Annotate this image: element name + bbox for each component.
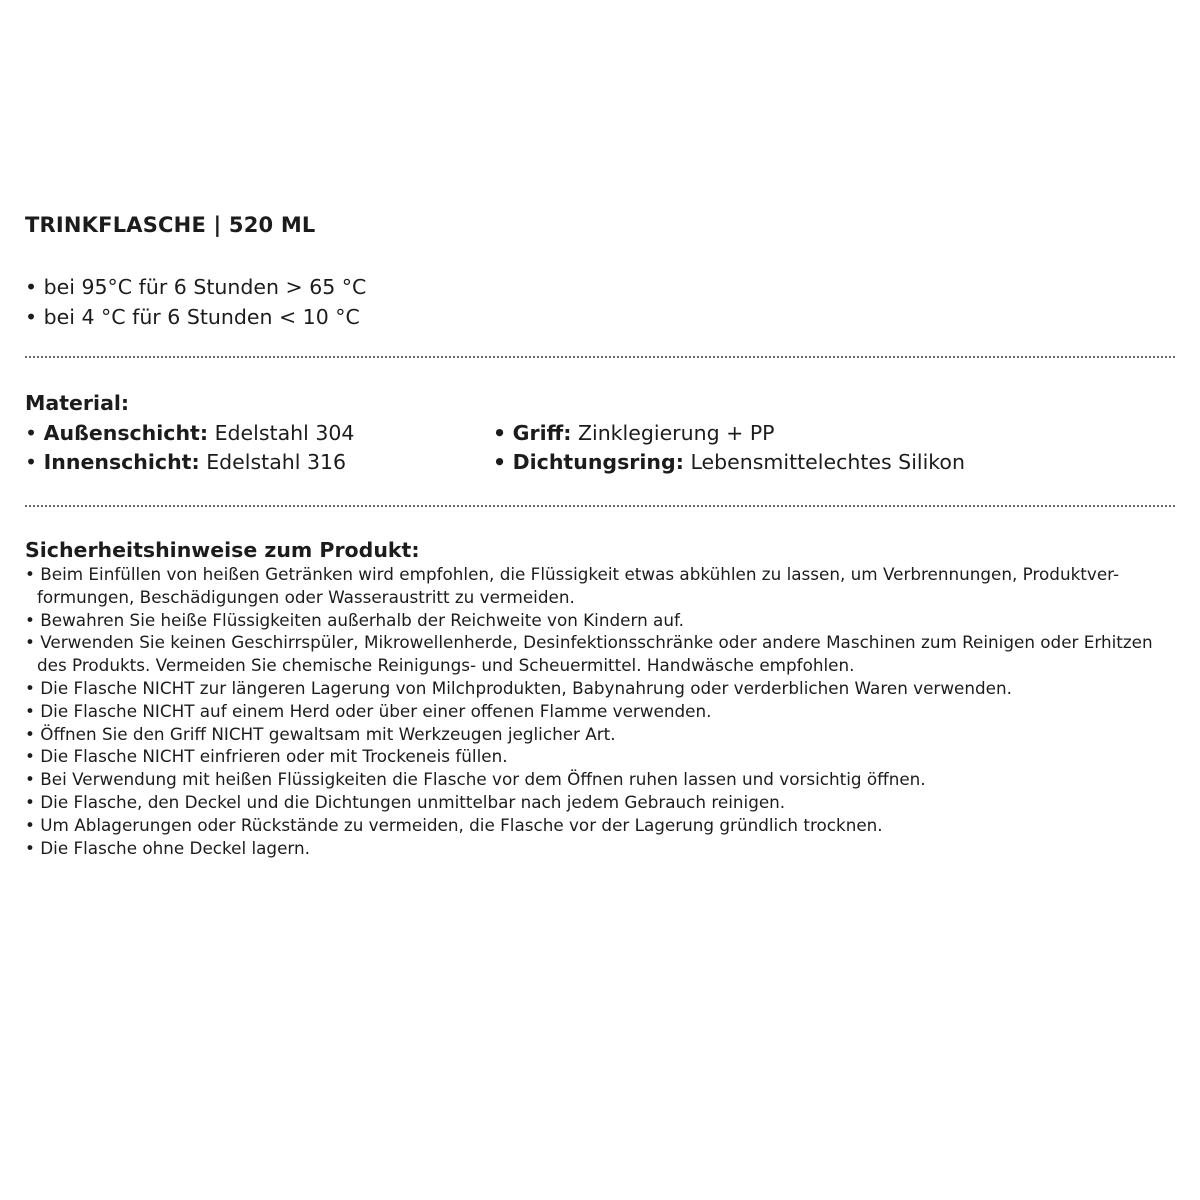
material-item [493, 448, 965, 477]
safety-heading: Sicherheitshinweise zum Produkt: [25, 538, 420, 562]
bullet: • [25, 305, 38, 329]
material-value: Lebensmittelechtes Silikon [690, 450, 965, 474]
material-list-right [493, 419, 965, 477]
temperature-text: bei 4 °C für 6 Stunden < 10 °C [43, 305, 360, 329]
safety-text: Bei Verwendung mit heißen Flüssigkeiten die Flasche vor dem Öffnen ruhen lassen und vorsichtig öffnen. [40, 769, 926, 790]
bullet: • [493, 450, 507, 474]
material-value: Zinklegierung + PP [577, 421, 775, 445]
safety-item [25, 745, 1185, 768]
material-value: Edelstahl 304 [214, 421, 355, 445]
safety-item [25, 609, 1185, 632]
temperature-list [25, 272, 366, 332]
material-item [25, 448, 354, 477]
material-item [25, 419, 354, 448]
bullet: • [25, 791, 35, 812]
safety-text: Die Flasche, den Deckel und die Dichtungen unmittelbar nach jedem Gebrauch reinigen. [40, 791, 786, 812]
safety-text-continued: des Produkts. Vermeiden Sie chemische Reinigungs- und Scheuermittel. Handwäsche empfohlen. [37, 655, 855, 676]
bullet: • [25, 700, 35, 721]
safety-list [25, 563, 1185, 859]
product-title: TRINKFLASCHE | 520 ML [25, 213, 316, 237]
material-key: Außenschicht: [43, 421, 209, 445]
safety-item [25, 631, 1185, 654]
bullet: • [25, 723, 35, 744]
safety-text-continued: formungen, Beschädigungen oder Wasseraustritt zu vermeiden. [37, 586, 575, 607]
safety-text: Beim Einfüllen von heißen Getränken wird empfohlen, die Flüssigkeit etwas abkühlen zu lassen, um Verbrennungen, Produktver- [40, 564, 1120, 584]
safety-text: Verwenden Sie keinen Geschirrspüler, Mikrowellenherde, Desinfektionsschränke oder andere Maschinen zum Reinigen oder Erhitzen [40, 632, 1153, 653]
material-list-left [25, 419, 354, 477]
material-item [493, 419, 965, 448]
safety-text: Bewahren Sie heiße Flüssigkeiten außerhalb der Reichweite von Kindern auf. [40, 609, 684, 630]
safety-item [25, 677, 1185, 700]
bullet: • [25, 450, 38, 474]
dotted-divider [25, 505, 1175, 507]
safety-text: Die Flasche NICHT auf einem Herd oder über einer offenen Flamme verwenden. [40, 700, 712, 721]
safety-text: Um Ablagerungen oder Rückstände zu vermeiden, die Flasche vor der Lagerung gründlich trocknen. [40, 814, 883, 835]
safety-text: Öffnen Sie den Griff NICHT gewaltsam mit Werkzeugen jeglicher Art. [40, 723, 616, 744]
safety-text: Die Flasche NICHT zur längeren Lagerung von Milchprodukten, Babynahrung oder verderblichen Waren verwenden. [40, 677, 1012, 698]
material-key: Innenschicht: [43, 450, 200, 474]
bullet: • [25, 609, 35, 630]
bullet: • [25, 632, 35, 653]
bullet: • [25, 814, 35, 835]
safety-text: Die Flasche ohne Deckel lagern. [40, 837, 310, 858]
safety-text: Die Flasche NICHT einfrieren oder mit Trockeneis füllen. [40, 746, 508, 767]
safety-item [25, 723, 1185, 746]
dotted-divider [25, 356, 1175, 358]
temperature-item [25, 302, 366, 332]
bullet: • [25, 677, 35, 698]
safety-item [25, 837, 1185, 860]
safety-item [25, 791, 1185, 814]
material-value: Edelstahl 316 [206, 450, 347, 474]
temperature-text: bei 95°C für 6 Stunden > 65 °C [43, 275, 367, 299]
safety-item [25, 768, 1185, 791]
bullet: • [25, 837, 35, 858]
material-key: Griff: [512, 421, 572, 445]
safety-item [25, 814, 1185, 837]
safety-item [25, 563, 1185, 586]
bullet: • [25, 421, 38, 445]
bullet: • [25, 564, 35, 584]
material-key: Dichtungsring: [512, 450, 684, 474]
safety-item [25, 700, 1185, 723]
bullet: • [25, 769, 35, 790]
bullet: • [493, 421, 507, 445]
bullet: • [25, 746, 35, 767]
material-heading: Material: [25, 391, 130, 415]
bullet: • [25, 275, 38, 299]
temperature-item [25, 272, 366, 302]
